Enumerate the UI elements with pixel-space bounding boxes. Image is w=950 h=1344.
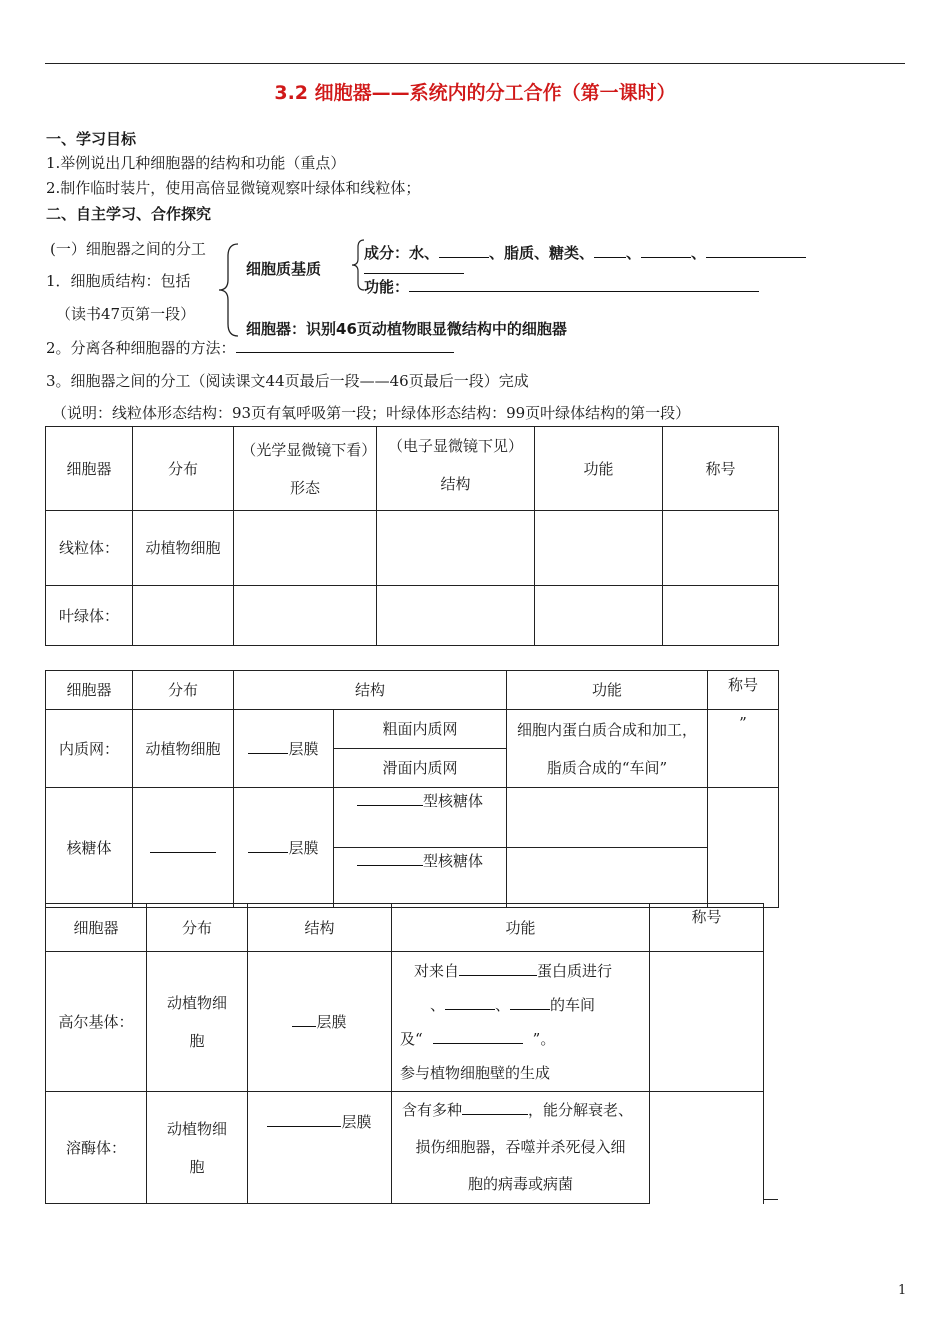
t2-er-membrane-cell (234, 710, 334, 788)
t1-chloro-function-cell[interactable] (535, 586, 663, 646)
t1-chloro-structure-cell[interactable] (377, 586, 535, 646)
t3-header-function: 功能 (392, 904, 650, 952)
blank-component-1[interactable] (439, 242, 489, 258)
t1-chloro-shape-cell[interactable] (234, 586, 377, 646)
t3-golgi-name: 高尔基体： (46, 952, 147, 1092)
t2-ribo-dist-cell (133, 788, 234, 908)
question-3: 3。细胞器之间的分工（阅读课文44页最后一段——46页最后一段）完成 (46, 372, 529, 390)
goal-item-2: 2.制作临时装片，使用高倍显微镜观察叶绿体和线粒体； (46, 179, 421, 197)
t3-golgi-f3a: 及“ (400, 1029, 423, 1048)
t2-er-name: 内质网： (46, 710, 133, 788)
note-line: （说明：线粒体形态结构：93页有氧呼吸第一段；叶绿体形态结构：99页叶绿体结构的第一段） (52, 404, 691, 422)
section1-heading: 一、学习目标 (46, 130, 137, 148)
t3-lyso-f1b: ，能分解衰老、 (528, 1101, 634, 1119)
blank-golgi-membrane[interactable] (292, 1011, 316, 1027)
table-row (46, 586, 779, 646)
blank-ribo-type2[interactable] (357, 850, 423, 866)
t1-header-structure: （电子显微镜下见）结构 (377, 427, 535, 511)
t3-lyso-name: 溶酶体： (46, 1092, 147, 1204)
t1-chloro-dist-cell[interactable] (133, 586, 234, 646)
t1-header-shape: （光学显微镜下看）形态 (234, 427, 377, 511)
t2-ribo-type1-cell (334, 788, 507, 848)
t3-lyso-dist: 动植物细胞 (147, 1092, 248, 1204)
t3-golgi-membrane: 层膜 (316, 1012, 347, 1031)
t1-header-distribution: 分布 (133, 427, 234, 511)
t3-golgi-function-cell (392, 952, 650, 1092)
table-golgi-lysosome (45, 903, 764, 1204)
question-2 (46, 337, 454, 358)
t2-ribo-membrane: 层膜 (288, 838, 319, 857)
t2-header-function: 功能 (507, 671, 708, 710)
table-er-ribosome (45, 670, 779, 908)
t3-lyso-f3: 胞的病毒或病菌 (467, 1175, 573, 1193)
t3-lyso-membrane: 层膜 (341, 1113, 372, 1131)
blank-ribo-type1[interactable] (357, 790, 423, 806)
t1-mito-function-cell[interactable] (535, 511, 663, 586)
t2-ribo-title-cell[interactable] (708, 788, 779, 908)
t1-mito-title-cell[interactable] (663, 511, 779, 586)
t1-header-organelle: 细胞器 (46, 427, 133, 511)
organelle-line: 细胞器：识别46页动植物眼显微结构中的细胞器 (246, 320, 567, 338)
t2-ribo-membrane-cell (234, 788, 334, 908)
t3-golgi-f2-text: 的车间 (550, 995, 596, 1014)
t2-ribo-function-cell-2[interactable] (507, 848, 708, 908)
t2-ribo-function-cell-1[interactable] (507, 788, 708, 848)
t3-lyso-title-cell[interactable] (650, 1092, 764, 1204)
blank-separation-method[interactable] (236, 337, 454, 353)
blank-lyso-enzyme[interactable] (462, 1099, 528, 1115)
t2-ribo-type1: 型核糖体 (423, 792, 484, 810)
blank-golgi-process-2[interactable] (510, 994, 550, 1010)
comma-1: 、 (626, 244, 642, 262)
t2-er-title: ” (708, 710, 779, 788)
blank-component-3[interactable] (641, 242, 691, 258)
function-label: 功能： (364, 278, 410, 296)
question-1: 1．细胞质结构：包括 (46, 272, 191, 290)
t3-header-structure: 结构 (248, 904, 392, 952)
t3-lyso-function-cell (392, 1092, 650, 1204)
blank-golgi-process-1[interactable] (445, 994, 495, 1010)
table-row (46, 788, 779, 848)
function-line (364, 276, 759, 297)
blank-lyso-membrane[interactable] (267, 1111, 341, 1127)
table-row (46, 710, 779, 749)
t2-header-organelle: 细胞器 (46, 671, 133, 710)
blank-golgi-title[interactable] (433, 1028, 523, 1044)
t3-golgi-dist: 动植物细胞 (147, 952, 248, 1092)
page-title: 3.2 细胞器——系统内的分工合作（第一课时） (274, 82, 676, 104)
blank-function[interactable] (409, 276, 759, 292)
t1-chloro-name: 叶绿体： (46, 586, 133, 646)
t3-golgi-f3b: ”。 (532, 1029, 556, 1048)
t2-er-dist: 动植物细胞 (133, 710, 234, 788)
t3-header-distribution: 分布 (147, 904, 248, 952)
t1-header-title: 称号 (663, 427, 779, 511)
t3-golgi-f3 (400, 1022, 645, 1056)
blank-component-2[interactable] (594, 242, 626, 258)
goal-item-1: 1.举例说出几种细胞器的结构和功能（重点） (46, 154, 346, 172)
t2-header-structure: 结构 (234, 671, 507, 710)
t1-chloro-title-cell[interactable] (663, 586, 779, 646)
blank-component-4[interactable] (706, 242, 806, 258)
t3-lyso-f1 (398, 1092, 643, 1129)
table-mitochondria-chloroplast (45, 426, 779, 646)
t3-golgi-f2 (400, 988, 645, 1022)
table-row (46, 952, 764, 1092)
page-number: 1 (898, 1283, 907, 1298)
t2-header-distribution: 分布 (133, 671, 234, 710)
t2-er-function: 细胞内蛋白质合成和加工，脂质合成的“车间” (507, 710, 708, 788)
blank-er-membrane[interactable] (248, 738, 288, 754)
t2-ribo-name: 核糖体 (46, 788, 133, 908)
component-label: 成分：水、 (364, 244, 440, 262)
t3-golgi-title-cell[interactable] (650, 952, 764, 1092)
component-mid: 、脂质、糖类、 (489, 244, 595, 262)
t3-lyso-f1a: 含有多种 (402, 1101, 463, 1119)
t2-header-title: 称号 (708, 671, 779, 710)
t1-mito-shape-cell[interactable] (234, 511, 377, 586)
table-row (46, 1092, 764, 1204)
sep-1: 、 (430, 995, 446, 1014)
t2-er-membrane: 层膜 (288, 739, 319, 758)
section2-heading: 二、自主学习、合作探究 (46, 205, 212, 223)
question-1-note: （读书47页第一段） (56, 305, 196, 323)
t3-tail-rule (763, 1199, 778, 1200)
t3-lyso-membrane-cell (248, 1092, 392, 1204)
t2-ribo-type2-cell (334, 848, 507, 908)
blank-ribo-dist[interactable] (150, 837, 216, 853)
t2-ribo-type2: 型核糖体 (423, 852, 484, 870)
question-2-label: 2。分离各种细胞器的方法： (46, 339, 236, 357)
subsection-heading: (一）细胞器之间的分工 (50, 240, 206, 258)
table-row (46, 511, 779, 586)
top-rule (45, 63, 905, 64)
t3-golgi-membrane-cell (248, 952, 392, 1092)
large-brace-icon (216, 242, 242, 338)
t3-golgi-f1 (400, 954, 645, 988)
t2-er-smooth: 滑面内质网 (334, 749, 507, 788)
comma-2: 、 (691, 244, 707, 262)
t1-header-function: 功能 (535, 427, 663, 511)
blank-ribo-membrane[interactable] (248, 837, 288, 853)
t3-golgi-f1b: 蛋白质进行 (537, 961, 613, 980)
t3-golgi-f1a: 对来自 (414, 961, 460, 980)
t2-er-rough: 粗面内质网 (334, 710, 507, 749)
blank-golgi-source[interactable] (459, 960, 537, 976)
t3-header-title: 称号 (650, 904, 764, 952)
t1-mito-dist: 动植物细胞 (133, 511, 234, 586)
t1-mito-structure-cell[interactable] (377, 511, 535, 586)
sep-2: 、 (495, 995, 511, 1014)
cytoplasm-matrix-label: 细胞质基质 (246, 260, 322, 278)
t1-mito-name: 线粒体： (46, 511, 133, 586)
blank-component-5[interactable] (364, 258, 464, 274)
t3-golgi-f4: 参与植物细胞壁的生成 (400, 1063, 551, 1082)
t3-lyso-f2: 损伤细胞器，吞噬并杀死侵入细 (415, 1138, 626, 1156)
t3-header-organelle: 细胞器 (46, 904, 147, 952)
